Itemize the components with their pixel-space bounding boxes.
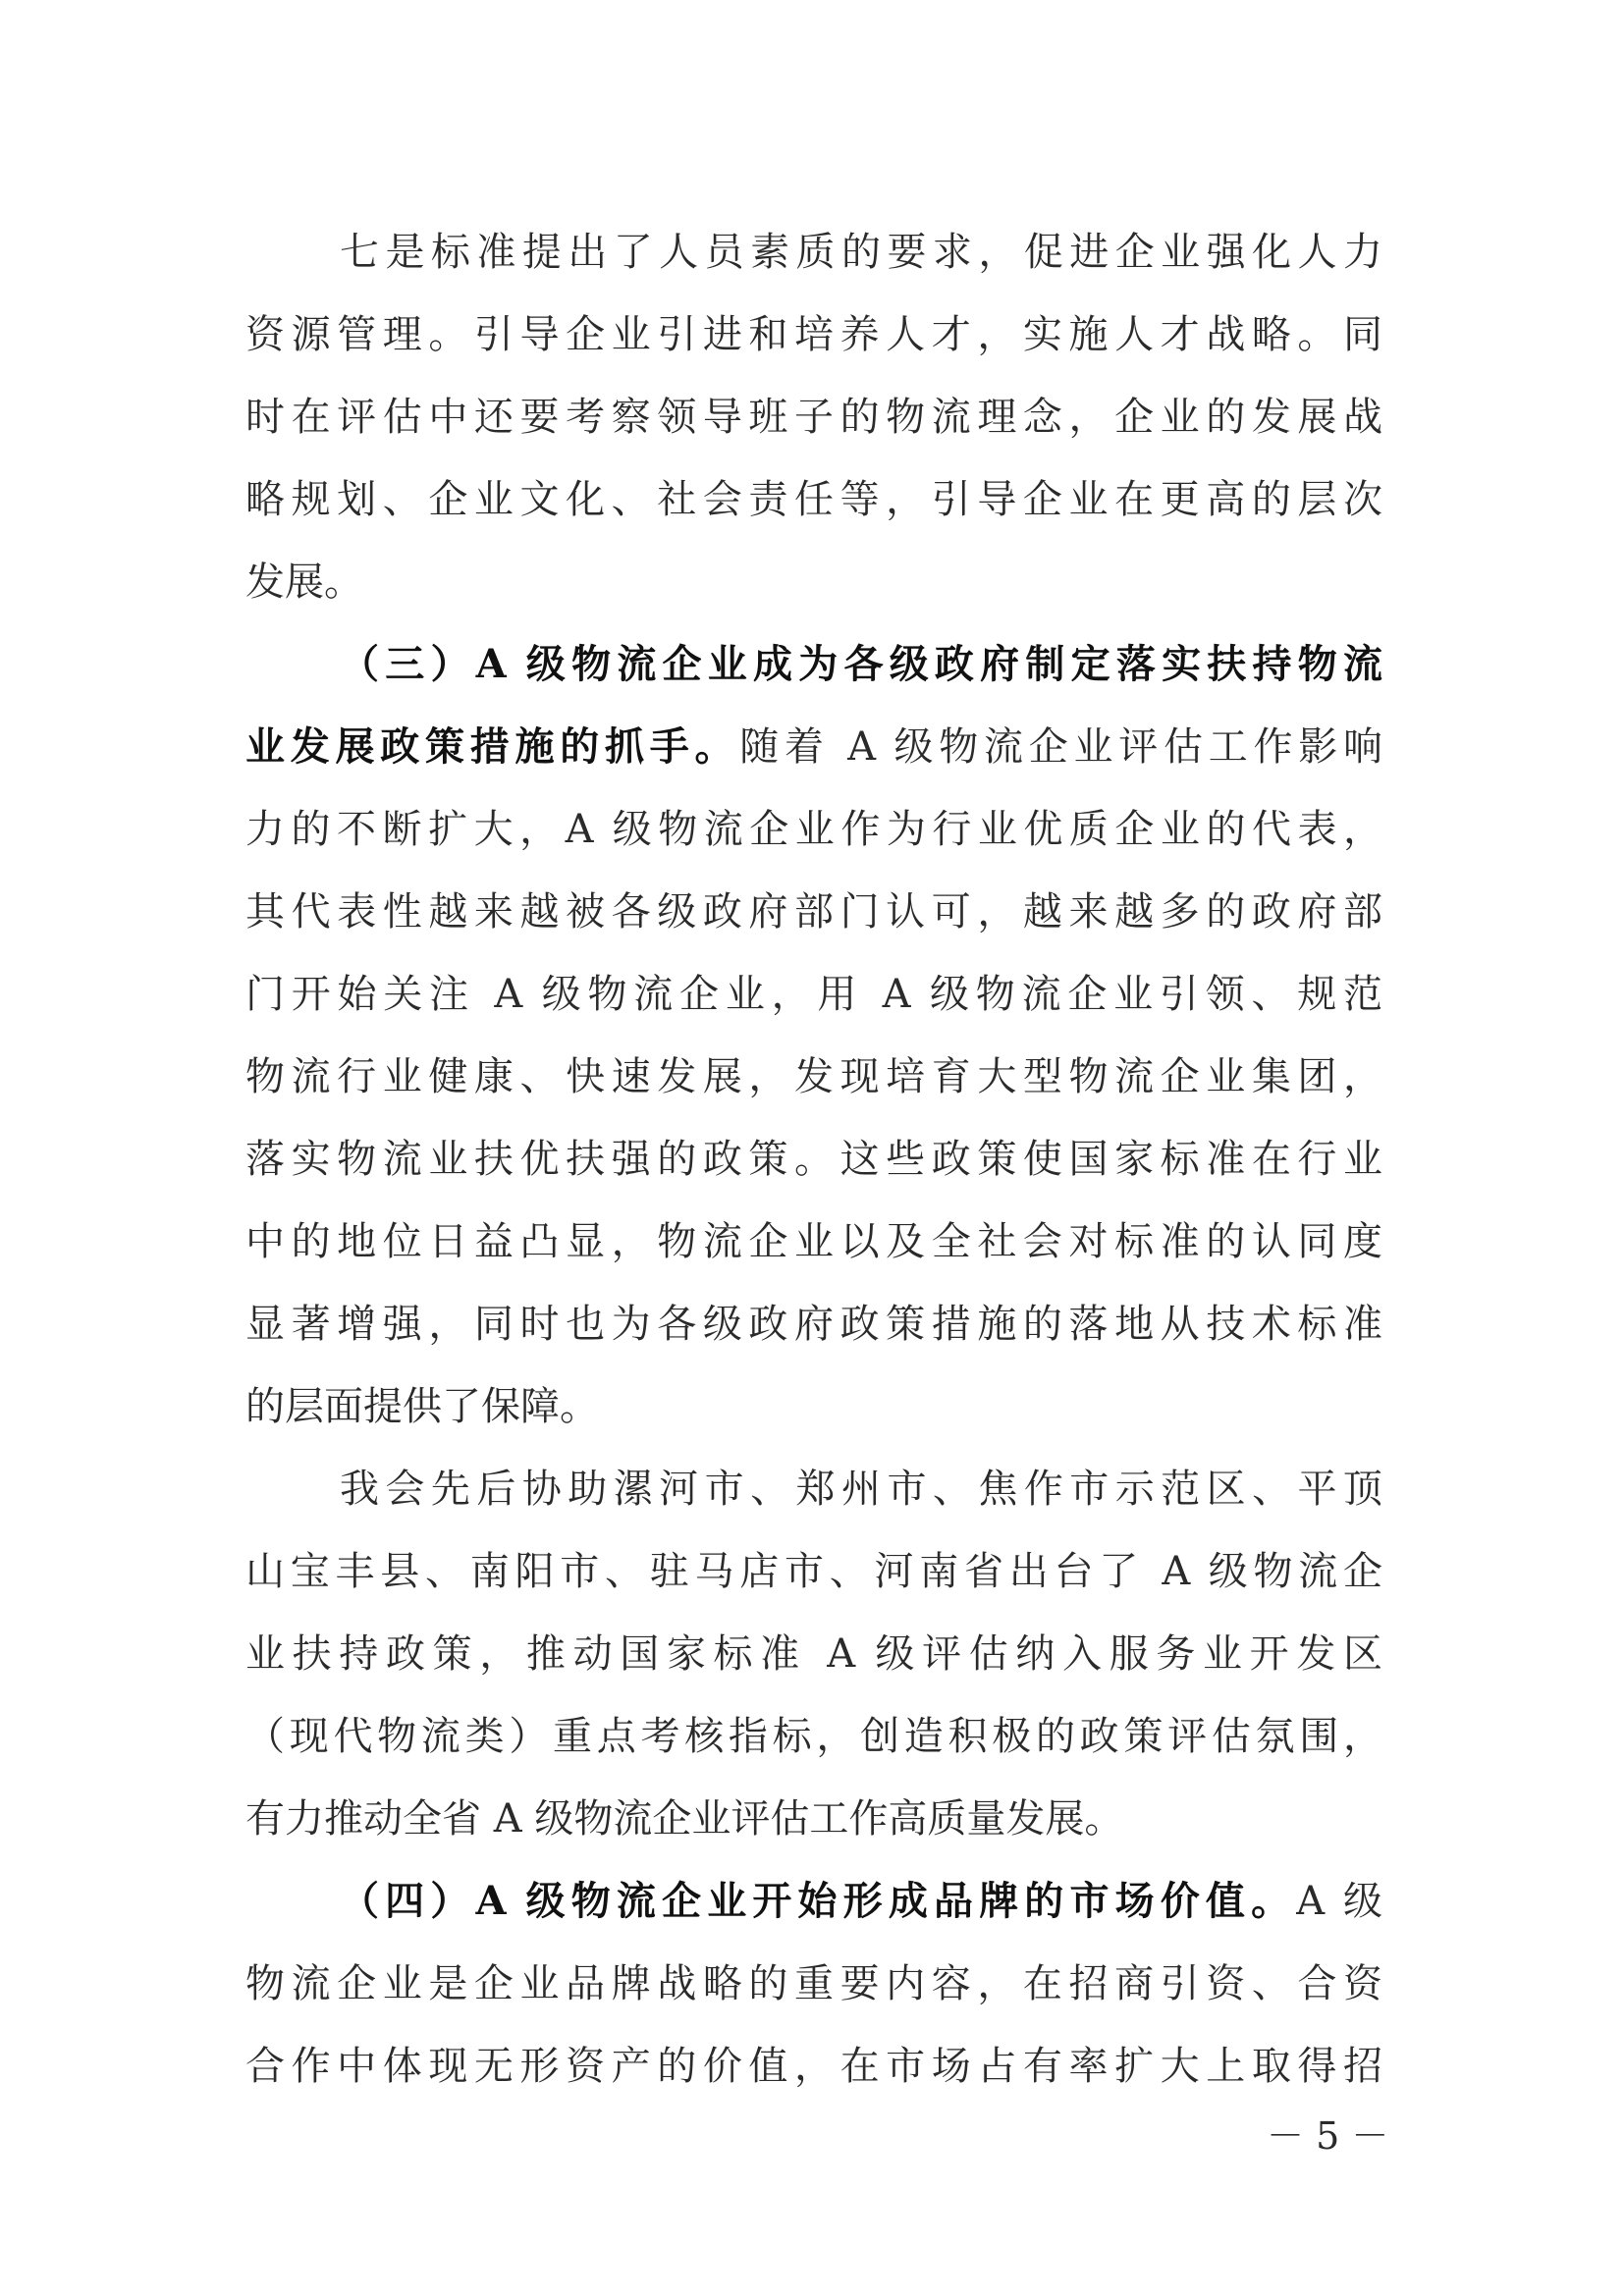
body-line: 力的不断扩大，A 级物流企业作为行业优质企业的代表，: [245, 807, 1382, 852]
body-line: 略规划、企业文化、社会责任等，引导企业在更高的层次: [245, 477, 1382, 522]
body-line: 中的地位日益凸显，物流企业以及全社会对标准的认同度: [245, 1219, 1382, 1264]
section-heading: （三）A 级物流企业成为各级政府制定落实扶持物流: [340, 641, 1382, 687]
body-line: （现代物流类）重点考核指标，创造积极的政策评估氛围，: [245, 1714, 1382, 1759]
body-line: 其代表性越来越被各级政府部门认可，越来越多的政府部: [245, 889, 1382, 934]
body-line: 有力推动全省 A 级物流企业评估工作高质量发展。: [245, 1796, 1124, 1842]
body-text: A 级: [1296, 1879, 1382, 1924]
body-line: [340, 1860, 1382, 1943]
body-line: 我会先后协助漯河市、郑州市、焦作市示范区、平顶: [340, 1467, 1382, 1512]
body-line: [245, 706, 1382, 788]
body-line: 发展。: [245, 560, 363, 605]
page-number: － 5 －: [1267, 2114, 1389, 2158]
section-heading: （四）A 级物流企业开始形成品牌的市场价值。: [340, 1878, 1297, 1924]
body-line: 资源管理。引导企业引进和培养人才，实施人才战略。同: [245, 312, 1382, 357]
body-text: 随着 A 级物流企业评估工作影响: [739, 724, 1382, 770]
body-line: 显著增强，同时也为各级政府政策措施的落地从技术标准: [245, 1302, 1382, 1347]
body-line: 的层面提供了保障。: [245, 1384, 599, 1429]
body-line: 物流行业健康、快速发展，发现培育大型物流企业集团，: [245, 1054, 1382, 1099]
body-line: 合作中体现无形资产的价值，在市场占有率扩大上取得招: [245, 2044, 1382, 2089]
section-heading-cont: 业发展政策措施的抓手。: [245, 723, 740, 770]
body-line: 七是标准提出了人员素质的要求，促进企业强化人力: [340, 230, 1382, 275]
body-line: 山宝丰县、南阳市、驻马店市、河南省出台了 A 级物流企: [245, 1549, 1382, 1594]
body-line: 时在评估中还要考察领导班子的物流理念，企业的发展战: [245, 395, 1382, 440]
body-line: 落实物流业扶优扶强的政策。这些政策使国家标准在行业: [245, 1137, 1382, 1182]
body-line: 物流企业是企业品牌战略的重要内容，在招商引资、合资: [245, 1961, 1382, 2006]
body-line: 业扶持政策，推动国家标准 A 级评估纳入服务业开发区: [245, 1631, 1382, 1677]
body-line: 门开始关注 A 级物流企业，用 A 级物流企业引领、规范: [245, 972, 1382, 1017]
